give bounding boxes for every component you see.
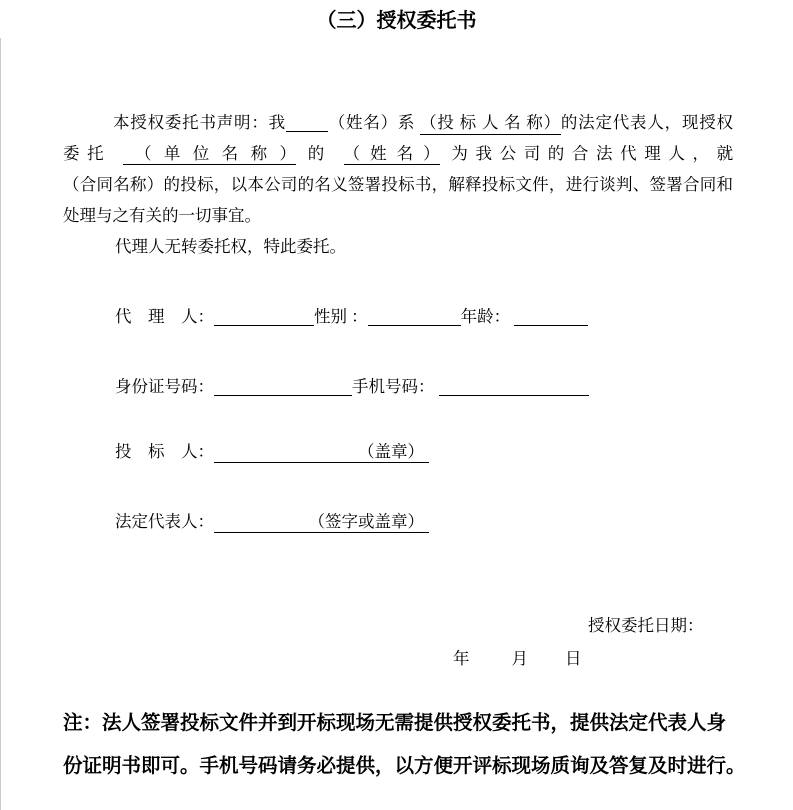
id-phone-row [115,376,589,397]
note-line-2: 份证明书即可。手机号码请务必提供，以方便开评标现场质询及答复及时进行。 [63,756,746,777]
decl-l4: 处理与之有关的一切事宜。 [63,206,261,225]
agent-info-row [115,306,588,327]
decl-l1-before: 本授权委托书声明：我 [113,113,286,132]
page-left-edge [0,38,1,810]
note-line-1: 注：法人签署投标文件并到开标现场无需提供授权委托书，提供法定代表人身 [63,713,727,734]
blank-principal-name[interactable] [286,119,328,132]
date-ymd-row [453,648,582,669]
decl-l5: 代理人无转委托权，特此委托。 [115,237,346,256]
year-label: 年 [453,649,470,668]
id-number-label: 身份证号码： [115,377,214,396]
blank-company-name[interactable]: （单位名称） [123,144,296,165]
paragraph-line-5 [115,236,346,257]
phone-field[interactable] [439,383,589,396]
phone-label: 手机号码： [352,377,435,396]
blank-agent-name-inline[interactable]: （姓名） [344,144,440,165]
paragraph-line-4 [63,205,261,226]
decl-l2-before: 委托 [63,144,112,163]
paragraph-line-2 [63,143,733,165]
bidder-row [115,441,429,463]
decl-l1-mid: （姓名）系 [327,113,416,132]
id-number-field[interactable] [214,383,352,396]
day-label: 日 [565,649,582,668]
legal-rep-row [115,511,429,533]
legal-rep-seal-field[interactable]: （签字或盖章） [214,512,429,533]
decl-l2-after: 为我公司的合法代理人，就 [451,144,734,163]
age-label: 年龄： [460,307,511,326]
bidder-label: 投 标 人： [115,442,214,461]
gender-label: 性别 ： [314,307,368,326]
decl-l1-after: 的法定代表人，现授权 [560,113,734,132]
bidder-seal-field[interactable]: （盖章） [214,442,429,463]
agent-name-field[interactable] [214,313,314,326]
authorization-date-label: 授权委托日期： [588,616,704,635]
age-field[interactable] [514,313,588,326]
month-label: 月 [511,649,528,668]
decl-l2-of: 的 [307,144,332,163]
paragraph-line-3 [63,174,733,195]
decl-l3: （合同名称）的投标，以本公司的名义签署投标书，解释投标文件，进行谈判、签署合同和 [63,175,733,194]
agent-label: 代 理 人： [115,307,214,326]
document-title: （三）授权委托书 [316,10,477,32]
paragraph-line-1 [63,112,733,133]
legal-rep-label: 法定代表人： [115,512,214,531]
gender-field[interactable] [368,313,461,326]
blank-bidder-name[interactable]: （投 标 人 名 称） [420,113,561,135]
